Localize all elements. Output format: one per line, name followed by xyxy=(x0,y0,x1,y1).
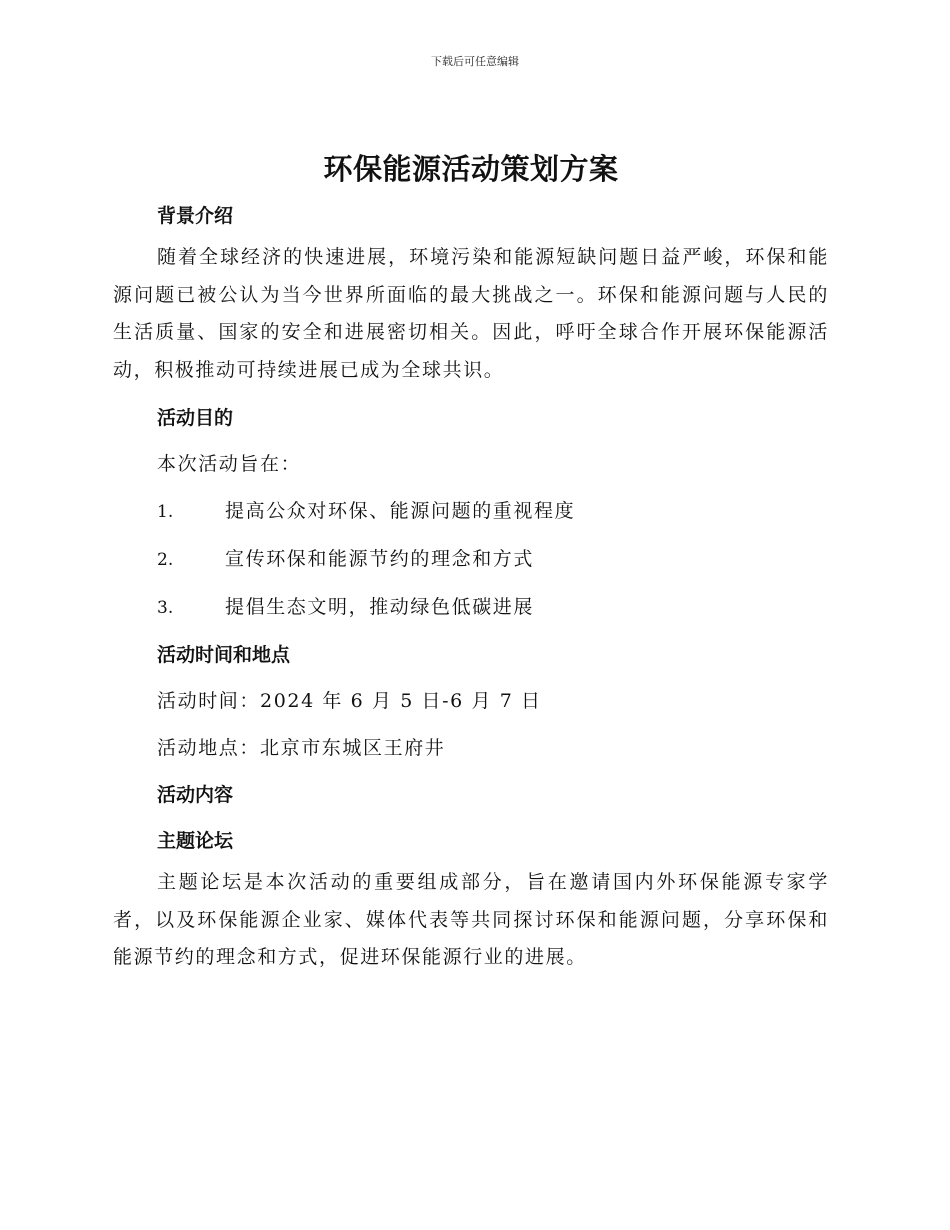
paragraph-forum: 主题论坛是本次活动的重要组成部分，旨在邀请国内外环保能源专家学者，以及环保能源企业家、媒体代表等共同探讨环保和能源问题，分享环保和能源节约的理念和方式，促进环保能源行业的进展。 xyxy=(113,871,829,968)
heading-activity-content: 活动内容 xyxy=(157,784,234,806)
list-number: 2. xyxy=(157,550,174,570)
list-item xyxy=(113,584,829,632)
list-text: 提高公众对环保、能源问题的重视程度 xyxy=(225,500,576,522)
purpose-intro: 本次活动旨在： xyxy=(157,453,302,475)
paragraph-background: 随着全球经济的快速进展，环境污染和能源短缺问题日益严峻，环保和能源问题已被公认为当今世界所面临的最大挑战之一。环保和能源问题与人民的生活质量、国家的安全和进展密切相关。因此，呼吁全球合作开展环保能源活动，积极推动可持续进展已成为全球共识。 xyxy=(113,246,829,381)
heading-time-place: 活动时间和地点 xyxy=(157,644,291,666)
activity-time: 活动时间：2024 年 6 月 5 日-6 月 7 日 xyxy=(157,690,542,712)
list-text: 提倡生态文明，推动绿色低碳进展 xyxy=(225,596,535,618)
list-text: 宣传环保和能源节约的理念和方式 xyxy=(225,548,535,570)
heading-forum: 主题论坛 xyxy=(157,830,234,852)
heading-purpose: 活动目的 xyxy=(157,407,234,429)
document-body xyxy=(113,145,829,983)
list-item xyxy=(113,536,829,584)
heading-background: 背景介绍 xyxy=(157,205,234,227)
list-number: 1. xyxy=(157,502,174,522)
list-number: 3. xyxy=(157,598,174,618)
header-note: 下载后可任意编辑 xyxy=(431,55,519,68)
activity-place: 活动地点：北京市东城区王府井 xyxy=(157,737,446,759)
document-title: 环保能源活动策划方案 xyxy=(323,152,619,186)
list-item xyxy=(113,488,829,536)
